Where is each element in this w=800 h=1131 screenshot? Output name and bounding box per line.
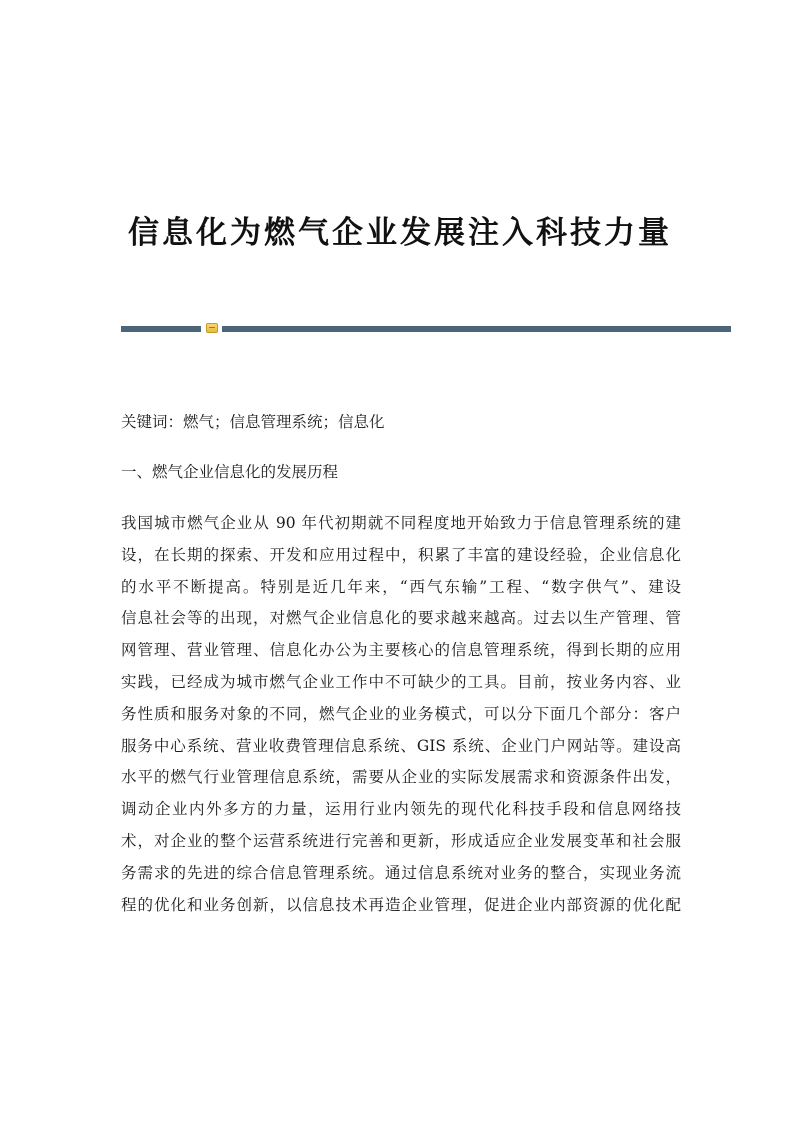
paragraph-line: 务需求的先进的综合信息管理系统。通过信息系统对业务的整合，实现业务流: [121, 863, 681, 882]
paragraph-line: 设，在长期的探索、开发和应用过程中，积累了丰富的建设经验，企业信息化: [121, 545, 681, 564]
body-paragraph: [121, 511, 681, 924]
paragraph-line: 调动企业内外多方的力量，运用行业内领先的现代化科技手段和信息网络技: [121, 800, 681, 819]
section-heading: 一、燃气企业信息化的发展历程: [121, 463, 339, 481]
paragraph-line: 信息社会等的出现，对燃气企业信息化的要求越来越高。过去以生产管理、管: [121, 609, 681, 628]
page-title: 信息化为燃气企业发展注入科技力量: [128, 214, 672, 251]
paragraph-line: 服务中心系统、营业收费管理信息系统、GIS 系统、企业门户网站等。建设高: [121, 736, 681, 755]
divider-bar-left: [121, 326, 201, 332]
title-divider: [121, 326, 731, 334]
paragraph-line: 的水平不断提高。特别是近几年来，“西气东输”工程、“数字供气”、建设: [121, 577, 681, 596]
paragraph-line: 网管理、营业管理、信息化办公为主要核心的信息管理系统，得到长期的应用: [121, 641, 681, 660]
gold-ornament-icon: [206, 323, 218, 333]
divider-bar-right: [222, 326, 731, 332]
paragraph-line: 务性质和服务对象的不同，燃气企业的业务模式，可以分下面几个部分：客户: [121, 704, 681, 723]
paragraph-line: 实践，已经成为城市燃气企业工作中不可缺少的工具。目前，按业务内容、业: [121, 672, 681, 691]
paragraph-line: 水平的燃气行业管理信息系统，需要从企业的实际发展需求和资源条件出发，: [121, 768, 681, 787]
paragraph-line: 我国城市燃气企业从 90 年代初期就不同程度地开始致力于信息管理系统的建: [121, 514, 681, 532]
paragraph-line: 术，对企业的整个运营系统进行完善和更新，形成适应企业发展变革和社会服: [121, 831, 681, 850]
paragraph-line: 程的优化和业务创新，以信息技术再造企业管理，促进企业内部资源的优化配: [121, 895, 681, 914]
keywords-line: 关键词：燃气；信息管理系统；信息化: [121, 413, 385, 431]
